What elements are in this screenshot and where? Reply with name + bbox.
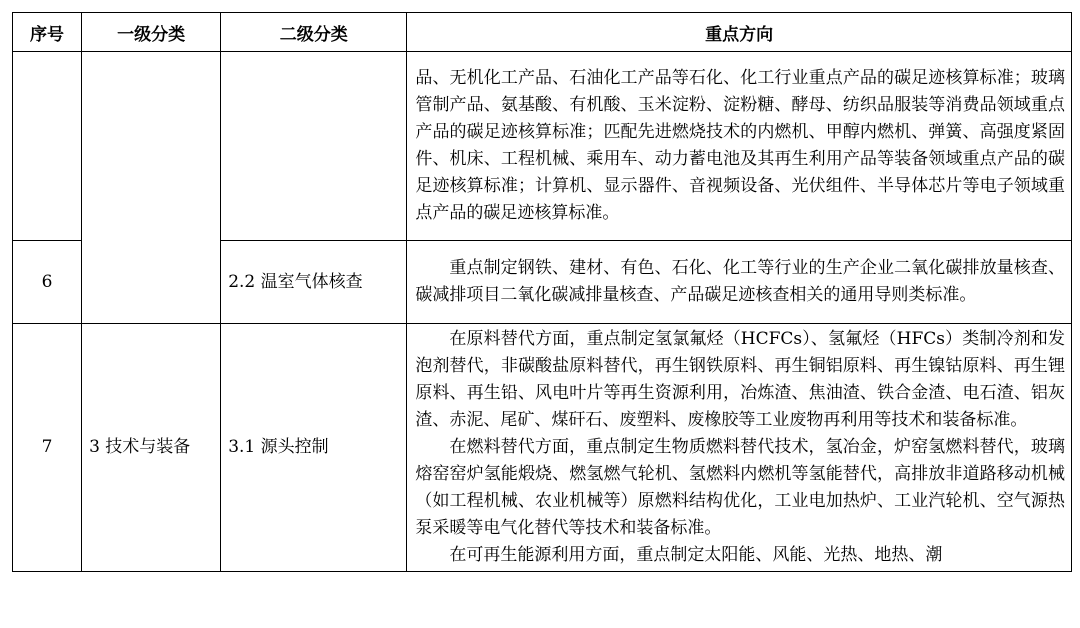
row-level2-cell <box>221 52 407 241</box>
header-no: 序号 <box>13 13 82 52</box>
table-header-row <box>13 13 1072 52</box>
focus-paragraph-raw-materials: 在原料替代方面，重点制定氢氯氟烃（HCFCs）、氢氟烃（HFCs）类制冷剂和发泡剂替代，非碳酸盐原料替代，再生钢铁原料、再生铜铝原料、再生镍钴原料、再生锂原料、再生铅、风电叶片等再生资源利用，冶炼渣、焦油渣、铁合金渣、电石渣、铝灰渣、赤泥、尾矿、煤矸石、废塑料、废橡胶等工业废物再利用等技术和装备标准。 <box>415 329 1065 430</box>
row-focus-cell <box>407 52 1072 241</box>
row-level1-cell: 3 技术与装备 <box>82 324 221 572</box>
header-level1: 一级分类 <box>82 13 221 52</box>
header-level2: 二级分类 <box>221 13 407 52</box>
focus-paragraph: 品、无机化工产品、石油化工产品等石化、化工行业重点产品的碳足迹核算标准；玻璃管制产品、氨基酸、有机酸、玉米淀粉、淀粉糖、酵母、纺织品服装等消费品领域重点产品的碳足迹核算标准；匹配先进燃烧技术的内燃机、甲醇内燃机、弹簧、高强度紧固件、机床、工程机械、乘用车、动力蓄电池及其再生利用产品等装备领域重点产品的碳足迹核算标准；计算机、显示器件、音视频设备、光伏组件、半导体芯片等电子领域重点产品的碳足迹核算标准。 <box>415 68 1065 223</box>
focus-paragraph-renewables: 在可再生能源利用方面，重点制定太阳能、风能、光热、地热、潮 <box>449 545 943 565</box>
row-no-cell: 6 <box>13 241 82 324</box>
table-row <box>13 324 1072 572</box>
row-level2-cell: 2.2 温室气体核查 <box>221 241 407 324</box>
row-no-cell <box>13 52 82 241</box>
row-focus-cell <box>407 324 1072 572</box>
header-focus: 重点方向 <box>407 13 1072 52</box>
focus-paragraph: 重点制定钢铁、建材、有色、石化、化工等行业的生产企业二氧化碳排放量核查、碳减排项目二氧化碳减排量核查、产品碳足迹核查相关的通用导则类标准。 <box>415 258 1065 305</box>
row-no-cell: 7 <box>13 324 82 572</box>
row-level2-cell: 3.1 源头控制 <box>221 324 407 572</box>
row-level1-cell <box>82 52 221 324</box>
table-row <box>13 52 1072 241</box>
row-focus-cell <box>407 241 1072 324</box>
focus-paragraph-fuel: 在燃料替代方面，重点制定生物质燃料替代技术，氢冶金，炉窑氢燃料替代，玻璃熔窑窑炉氢能煅烧、燃氢燃气轮机、氢燃料内燃机等氢能替代，高排放非道路移动机械（如工程机械、农业机械等）原燃料结构优化，工业电加热炉、工业汽轮机、空气源热泵采暖等电气化替代等技术和装备标准。 <box>415 437 1065 538</box>
standards-table <box>12 12 1072 572</box>
